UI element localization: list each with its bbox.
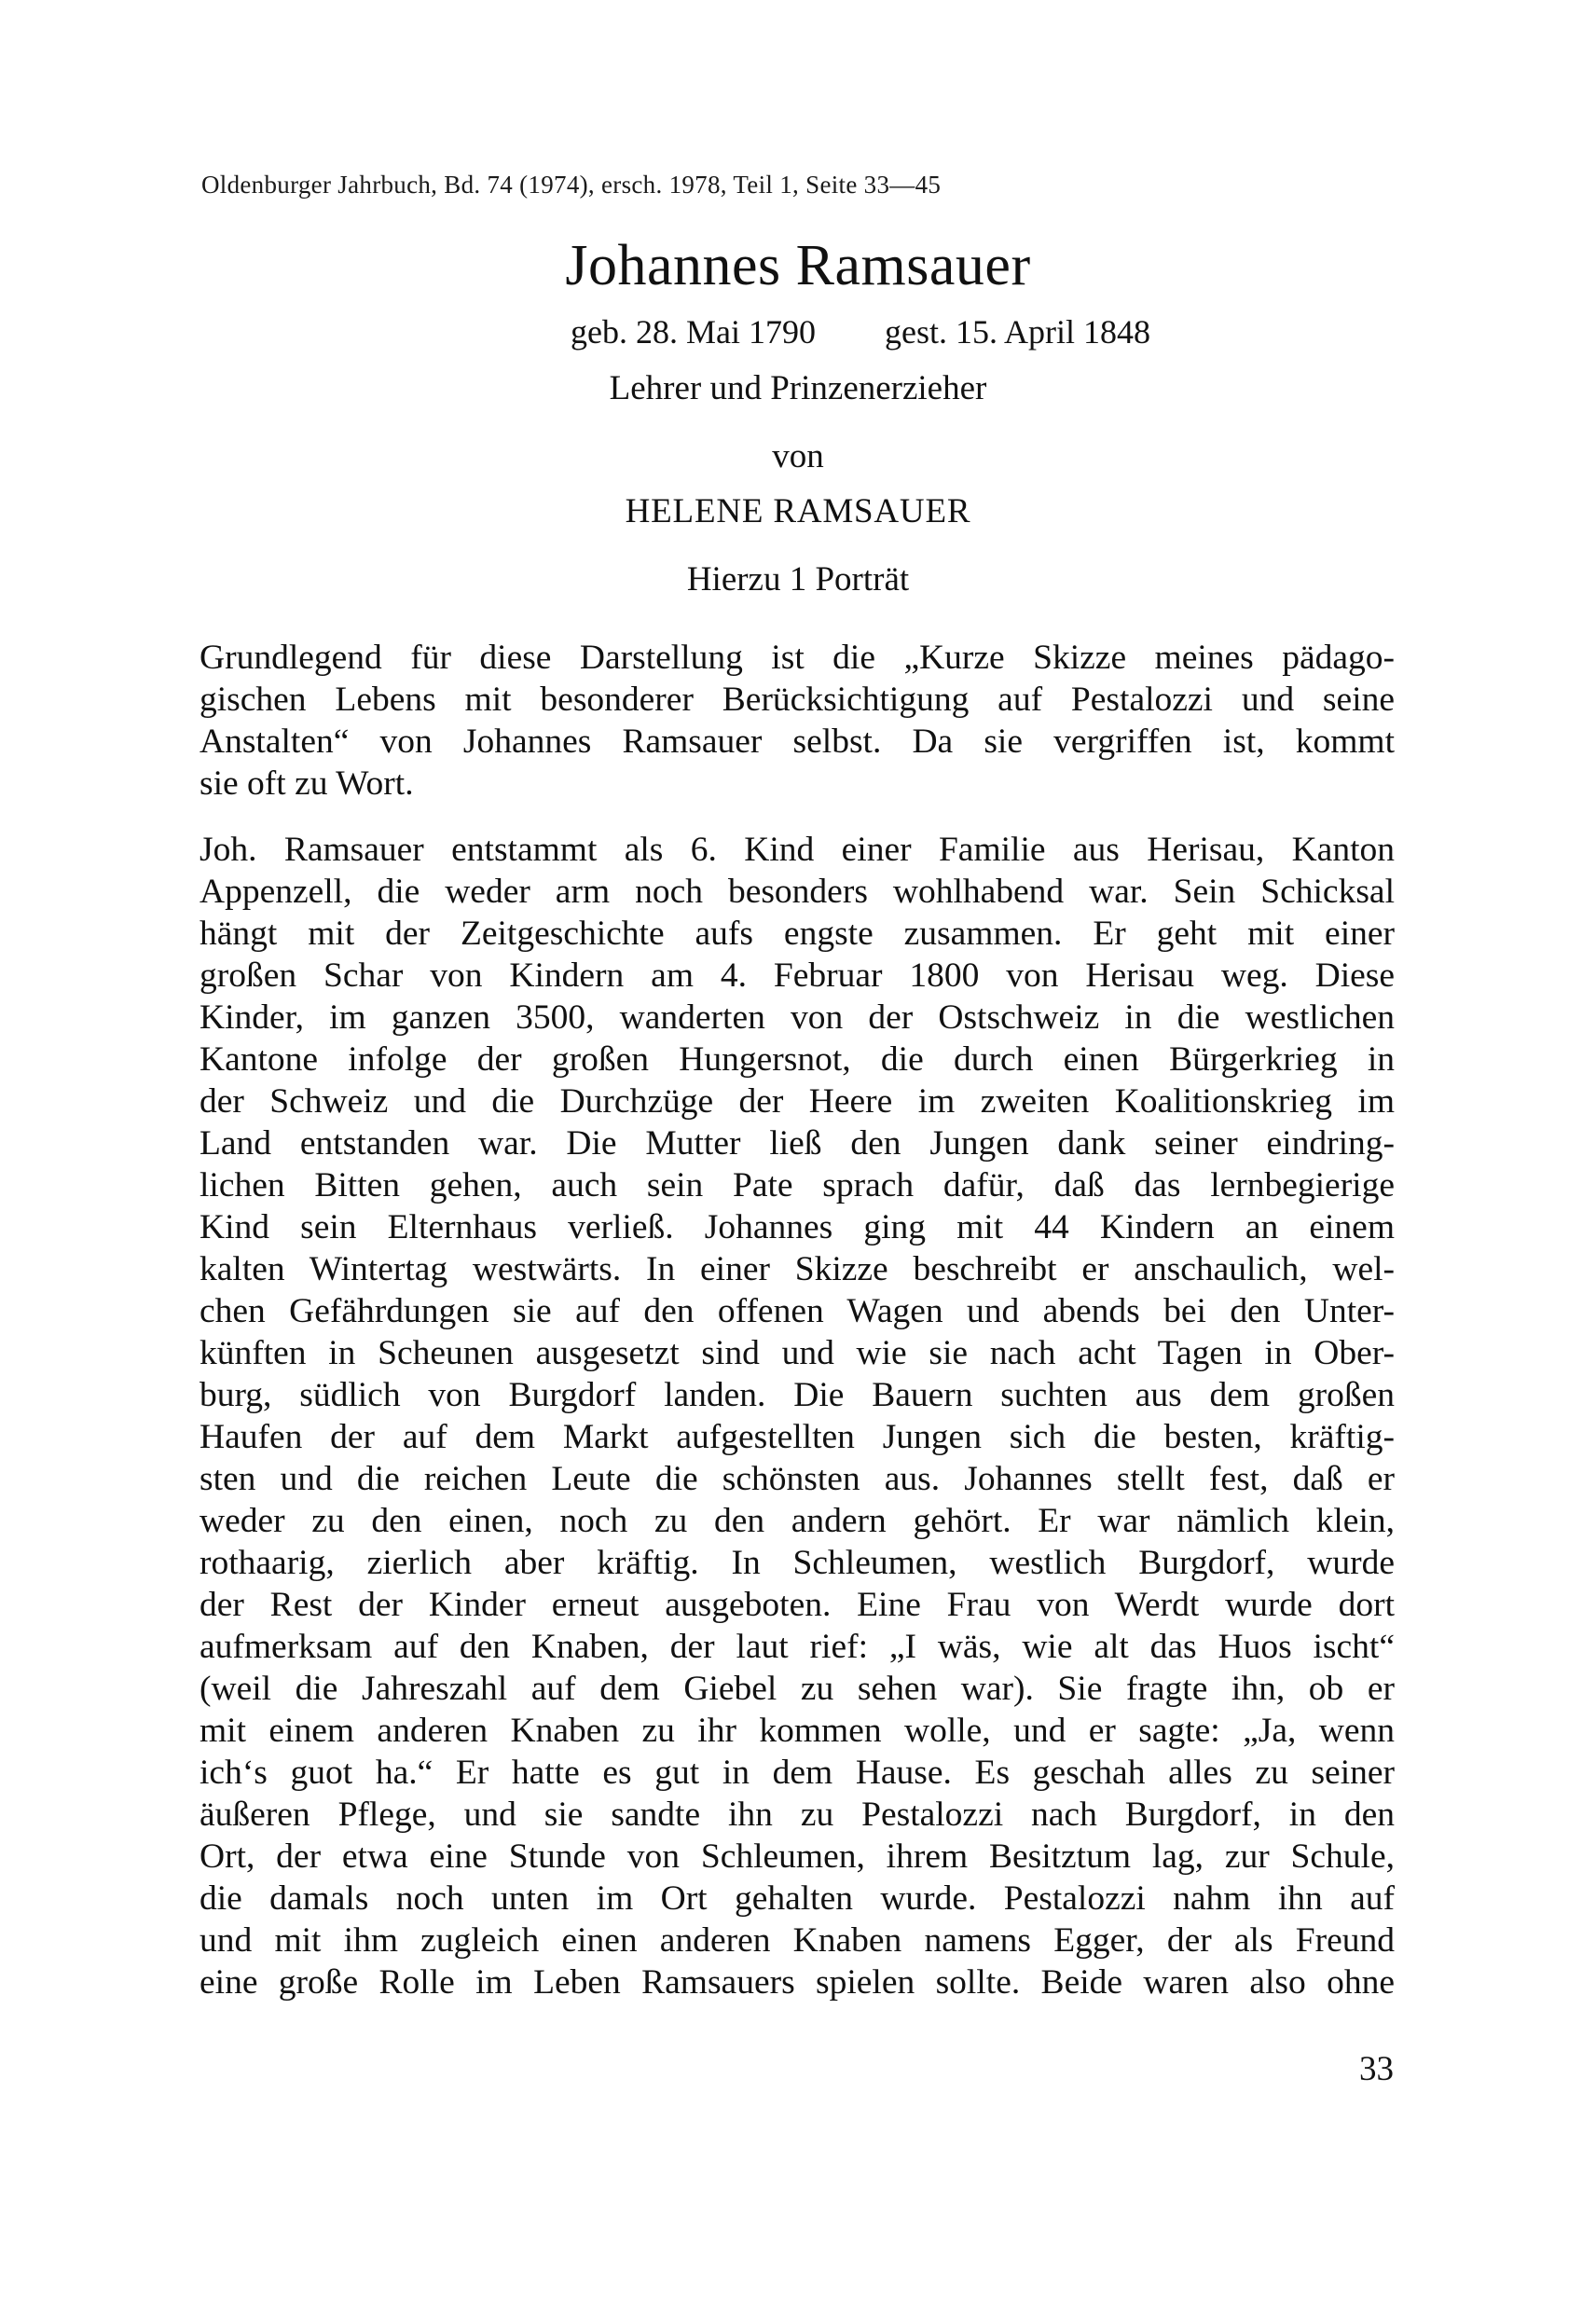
article-title: Johannes Ramsauer (565, 234, 1031, 297)
text-line: ich‘s guot ha.“ Er hatte es gut in dem Hause. Es geschah alles zu seiner (200, 1754, 1395, 1792)
article-subtitle: Lehrer und Prinzenerzieher (609, 369, 987, 407)
text-line: Joh. Ramsauer entstammt als 6. Kind einer Familie aus Herisau, Kanton (200, 831, 1395, 869)
text-line: kalten Wintertag westwärts. In einer Skizze beschreibt er anschaulich, wel- (200, 1250, 1395, 1288)
text-line: aufmerksam auf den Knaben, der laut rief: „I wäs, wie alt das Huos ischt“ (200, 1628, 1395, 1666)
text-line: hängt mit der Zeitgeschichte aufs engste zusammen. Er geht mit einer (200, 915, 1395, 953)
text-line: die damals noch unten im Ort gehalten wurde. Pestalozzi nahm ihn auf (200, 1879, 1395, 1918)
text-line: Grundlegend für diese Darstellung ist die „Kurze Skizze meines pädago- (200, 639, 1395, 677)
text-line: Haufen der auf dem Markt aufgestellten Jungen sich die besten, kräftig- (200, 1418, 1395, 1456)
author-name: HELENE RAMSAUER (625, 492, 971, 530)
text-line: mit einem anderen Knaben zu ihr kommen wolle, und er sagte: „Ja, wenn (200, 1712, 1395, 1750)
text-line: gischen Lebens mit besonderer Berücksichtigung auf Pestalozzi und seine (200, 681, 1395, 719)
paragraph-gap (200, 805, 1395, 829)
text-line: Land entstanden war. Die Mutter ließ den Jungen dank seiner eindring- (200, 1124, 1395, 1163)
text-line: Kind sein Elternhaus verließ. Johannes ging mit 44 Kindern an einem (200, 1208, 1395, 1246)
text-line: sie oft zu Wort. (200, 764, 414, 803)
text-line: chen Gefährdungen sie auf den offenen Wagen und abends bei den Unter- (200, 1292, 1395, 1330)
birth-date: geb. 28. Mai 1790 (571, 313, 816, 351)
text-line: großen Schar von Kindern am 4. Februar 1800 von Herisau weg. Diese (200, 956, 1395, 995)
text-line: (weil die Jahreszahl auf dem Giebel zu sehen war). Sie fragte ihn, ob er (200, 1670, 1395, 1708)
text-line: sten und die reichen Leute die schönsten aus. Johannes stellt fest, daß er (200, 1460, 1395, 1498)
text-line: Anstalten“ von Johannes Ramsauer selbst. Da sie vergriffen ist, kommt (200, 722, 1395, 761)
page-number: 33 (1359, 2050, 1394, 2088)
text-line: künften in Scheunen ausgesetzt sind und wie sie nach acht Tagen in Ober- (200, 1334, 1395, 1372)
journal-citation: Oldenburger Jahrbuch, Bd. 74 (1974), ersch. 1978, Teil 1, Seite 33—45 (201, 171, 942, 199)
by-label: von (772, 437, 824, 475)
text-line: weder zu den einen, noch zu den andern gehört. Er war nämlich klein, (200, 1502, 1395, 1540)
death-date: gest. 15. April 1848 (884, 313, 1150, 351)
text-line: burg, südlich von Burgdorf landen. Die Bauern suchten aus dem großen (200, 1376, 1395, 1414)
text-line: rothaarig, zierlich aber kräftig. In Schleumen, westlich Burgdorf, wurde (200, 1544, 1395, 1582)
text-line: der Rest der Kinder erneut ausgeboten. Eine Frau von Werdt wurde dort (200, 1586, 1395, 1624)
text-line: äußeren Pflege, und sie sandte ihn zu Pestalozzi nach Burgdorf, in den (200, 1796, 1395, 1834)
paragraph (200, 829, 1395, 2003)
text-line: Appenzell, die weder arm noch besonders wohlhabend war. Sein Schicksal (200, 873, 1395, 911)
article-body (200, 637, 1395, 2003)
text-line: Kantone infolge der großen Hungersnot, die durch einen Bürgerkrieg in (200, 1040, 1395, 1079)
text-line: und mit ihm zugleich einen anderen Knaben namens Egger, der als Freund (200, 1921, 1395, 1960)
text-line: Ort, der etwa eine Stunde von Schleumen, ihrem Besitztum lag, zur Schule, (200, 1837, 1395, 1876)
text-line: Kinder, im ganzen 3500, wanderten von der Ostschweiz in die westlichen (200, 998, 1395, 1037)
paragraph (200, 637, 1395, 805)
portrait-note: Hierzu 1 Porträt (686, 560, 910, 599)
life-dates (571, 312, 1150, 351)
text-line: lichen Bitten gehen, auch sein Pate sprach dafür, daß das lernbegierige (200, 1166, 1395, 1204)
text-line: eine große Rolle im Leben Ramsauers spielen sollte. Beide waren also ohne (200, 1963, 1395, 2002)
text-line: der Schweiz und die Durchzüge der Heere im zweiten Koalitionskrieg im (200, 1082, 1395, 1121)
